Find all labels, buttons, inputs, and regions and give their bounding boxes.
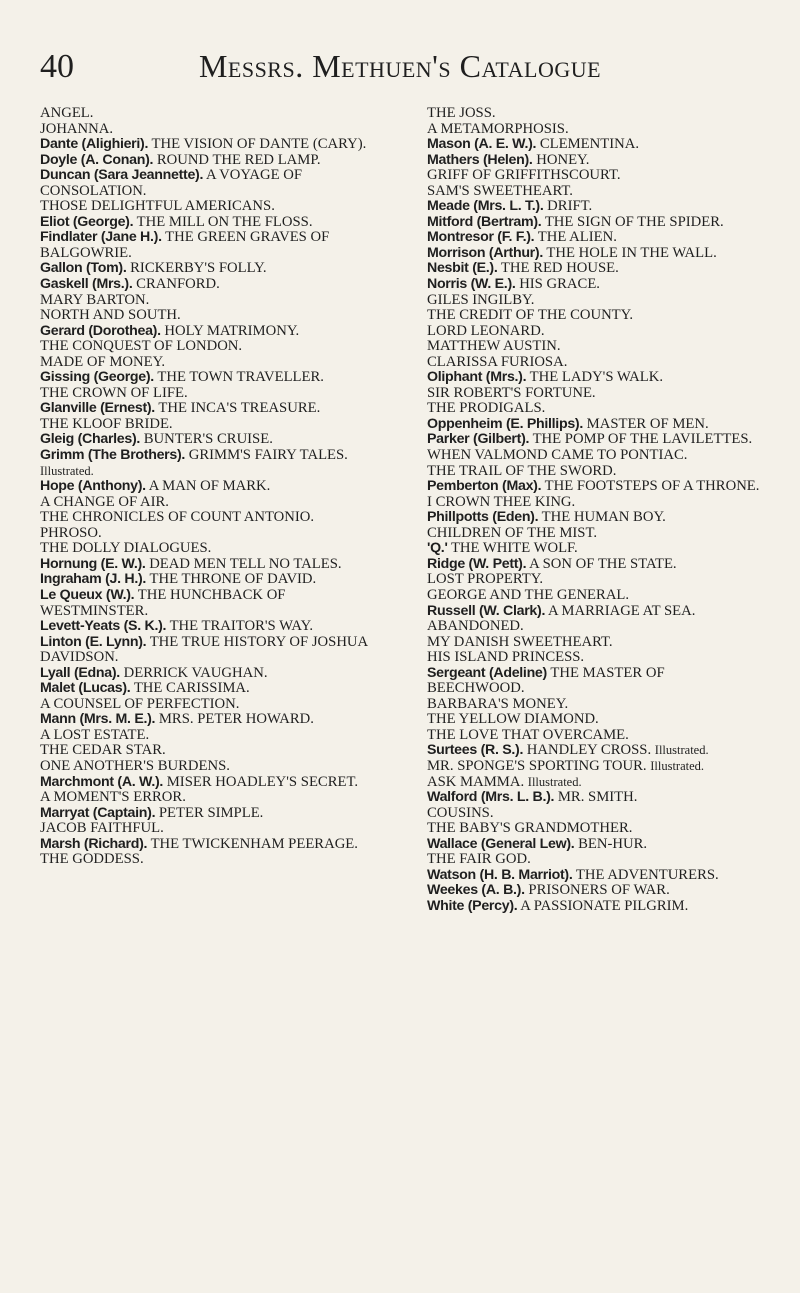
entry-title: THE JOSS.: [427, 105, 496, 121]
entry-title: THE HUMAN BOY.: [541, 509, 666, 526]
entry-title: ONE ANOTHER'S BURDENS.: [40, 757, 230, 774]
catalogue-entry: [40, 526, 376, 542]
catalogue-entry: [40, 261, 376, 277]
entry-author: Oliphant (Mrs.).: [427, 369, 527, 386]
entry-title: THE MASTER OF BEECHWOOD.: [427, 664, 665, 697]
entry-title: PRISONERS OF WAR.: [528, 882, 670, 899]
catalogue-entry: [427, 510, 763, 526]
entry-title: THE CEDAR STAR.: [40, 742, 166, 759]
catalogue-entry: [427, 635, 763, 651]
entry-author: Hornung (E. W.).: [40, 555, 146, 572]
catalogue-entry: [427, 448, 763, 464]
catalogue-entry: [40, 821, 376, 837]
entry-author: Marchmont (A. W.).: [40, 773, 164, 790]
entry-title: THE PRODIGALS.: [427, 400, 546, 417]
entry-title: THE HOLE IN THE WALL.: [546, 244, 717, 261]
entry-title: THE GODDESS.: [40, 851, 144, 868]
entry-title: THE LADY'S WALK.: [529, 369, 663, 386]
entry-title: THE POMP OF THE LAVILETTES.: [532, 431, 753, 448]
entry-title: THE ALIEN.: [537, 229, 617, 246]
entry-title: MARY BARTON.: [40, 291, 150, 308]
entry-title: THE SIGN OF THE SPIDER.: [544, 213, 724, 230]
entry-author: Gerard (Dorothea).: [40, 322, 161, 339]
catalogue-entry: [40, 355, 376, 371]
catalogue-entry: [427, 401, 763, 417]
catalogue-entry: [427, 883, 763, 899]
entry-title: A MAN OF MARK.: [148, 478, 271, 495]
entry-author: White (Percy).: [427, 897, 518, 914]
catalogue-entry: [427, 246, 763, 262]
entry-title: THE VISION OF DANTE (CARY).: [151, 136, 367, 153]
catalogue-entry: [427, 557, 763, 573]
entry-title: MADE OF MONEY.: [40, 353, 165, 370]
catalogue-entry: [40, 308, 376, 324]
catalogue-entry: [427, 308, 763, 324]
entry-title: THE HUNCHBACK OF WESTMINSTER.: [40, 586, 286, 619]
entry-title: THE TWICKENHAM PEERAGE.: [150, 835, 358, 852]
catalogue-entry: [40, 728, 376, 744]
catalogue-entry: [427, 650, 763, 666]
entry-title: MR. SPONGE'S SPORTING TOUR.: [427, 757, 647, 774]
entry-title: ROUND THE RED LAMP.: [156, 151, 321, 168]
entry-title: WHEN VALMOND CAME TO PONTIAC.: [427, 447, 688, 464]
catalogue-entry: [40, 666, 376, 682]
entry-author: Gissing (George).: [40, 369, 154, 386]
entry-note: Illustrated.: [654, 743, 709, 758]
entry-title: MR. SMITH.: [557, 789, 638, 806]
catalogue-entry: [40, 386, 376, 402]
entry-title: THE TOWN TRAVELLER.: [157, 369, 324, 386]
catalogue-entry: [40, 775, 376, 791]
entry-title: THE DOLLY DIALOGUES.: [40, 540, 212, 557]
catalogue-entry: [427, 370, 763, 386]
entry-author: Lyall (Edna).: [40, 664, 120, 681]
catalogue-entry: [40, 743, 376, 759]
entry-author: Levett-Yeats (S. K.).: [40, 618, 167, 635]
catalogue-entry: [427, 759, 763, 775]
entry-title: BUNTER'S CRUISE.: [143, 431, 273, 448]
entry-title: THE CONQUEST OF LONDON.: [40, 338, 243, 355]
entry-title: MASTER OF MEN.: [586, 415, 709, 432]
entry-title: THE CHRONICLES OF COUNT ANTONIO.: [40, 509, 315, 526]
catalogue-entry: [427, 821, 763, 837]
entry-title: A LOST ESTATE.: [40, 726, 150, 743]
catalogue-entry: [40, 417, 376, 433]
entry-author: Meade (Mrs. L. T.).: [427, 198, 544, 215]
catalogue-entry: [40, 293, 376, 309]
catalogue-entry: [427, 837, 763, 853]
entry-title: CRANFORD.: [136, 276, 220, 293]
entry-note: Illustrated.: [650, 758, 705, 773]
catalogue-entry: [40, 588, 376, 619]
entry-title: A MARRIAGE AT SEA.: [547, 602, 696, 619]
catalogue-entry: [427, 168, 763, 184]
catalogue-entry: [40, 852, 376, 868]
catalogue-entry: [427, 199, 763, 215]
entry-title: THE FAIR GOD.: [427, 851, 531, 868]
catalogue-entry: [427, 122, 763, 138]
entry-author: Nesbit (E.).: [427, 260, 498, 277]
entry-title: THE WHITE WOLF.: [450, 540, 578, 557]
catalogue-entry: [427, 852, 763, 868]
entry-title: HIS GRACE.: [519, 276, 600, 293]
entry-title: DEAD MEN TELL NO TALES.: [149, 555, 342, 572]
entry-title: THE TRAITOR'S WAY.: [169, 618, 314, 635]
catalogue-entry: [40, 697, 376, 713]
entry-author: Linton (E. Lynn).: [40, 633, 147, 650]
entry-title: CLEMENTINA.: [539, 136, 640, 153]
entry-title: DERRICK VAUGHAN.: [123, 664, 268, 681]
entry-title: LORD LEONARD.: [427, 322, 545, 339]
catalogue-entry: [40, 790, 376, 806]
entry-title: GRIMM'S FAIRY TALES.: [188, 447, 348, 464]
catalogue-entry: [427, 137, 763, 153]
catalogue-entry: [427, 417, 763, 433]
entry-author: Mitford (Bertram).: [427, 213, 542, 230]
entry-title: HANDLEY CROSS.: [526, 742, 652, 759]
catalogue-entry: [427, 712, 763, 728]
catalogue-entry: [427, 432, 763, 448]
entry-title: HOLY MATRIMONY.: [164, 322, 300, 339]
catalogue-entry: [427, 868, 763, 884]
catalogue-entry: [40, 106, 376, 122]
entry-author: Findlater (Jane H.).: [40, 229, 162, 246]
catalogue-entry: [40, 168, 376, 199]
catalogue-entry: [40, 215, 376, 231]
entry-title: LOST PROPERTY.: [427, 571, 544, 588]
entry-title: JOHANNA.: [40, 120, 114, 137]
entry-title: BARBARA'S MONEY.: [427, 695, 569, 712]
catalogue-entry: [40, 401, 376, 417]
entry-title: THE KLOOF BRIDE.: [40, 415, 173, 432]
entry-title: MISER HOADLEY'S SECRET.: [166, 773, 359, 790]
entry-author: Marryat (Captain).: [40, 804, 156, 821]
entry-author: Pemberton (Max).: [427, 478, 542, 495]
catalogue-entry: [40, 837, 376, 853]
entry-title: THE YELLOW DIAMOND.: [427, 711, 599, 728]
entry-title: THE FOOTSTEPS OF A THRONE.: [544, 478, 760, 495]
catalogue-entry: [40, 759, 376, 775]
entry-author: Wallace (General Lew).: [427, 835, 575, 852]
catalogue-entry: [427, 806, 763, 822]
catalogue-entry: [427, 230, 763, 246]
entry-title: MATTHEW AUSTIN.: [427, 338, 561, 355]
entry-author: Duncan (Sara Jeannette).: [40, 167, 204, 184]
entry-author: Hope (Anthony).: [40, 478, 146, 495]
entry-author: Norris (W. E.).: [427, 276, 516, 293]
entry-title: THE ADVENTURERS.: [575, 866, 719, 883]
catalogue-entry: [427, 666, 763, 697]
catalogue-entry: [40, 681, 376, 697]
entry-author: Gallon (Tom).: [40, 260, 127, 277]
entry-title: THE CROWN OF LIFE.: [40, 384, 188, 401]
catalogue-entry: [40, 635, 376, 666]
entry-author: Russell (W. Clark).: [427, 602, 546, 619]
page-number: 40: [40, 48, 74, 85]
catalogue-entry: [40, 153, 376, 169]
entry-title: BEN-HUR.: [578, 835, 648, 852]
catalogue-entry: [40, 137, 376, 153]
catalogue-entry: [40, 495, 376, 511]
entry-author: Dante (Alighieri).: [40, 136, 149, 153]
entry-title: THE THRONE OF DAVID.: [149, 571, 317, 588]
entry-title: THOSE DELIGHTFUL AMERICANS.: [40, 198, 275, 215]
entry-title: HONEY.: [536, 151, 590, 168]
catalogue-entry: [40, 230, 376, 261]
entry-author: Weekes (A. B.).: [427, 882, 525, 899]
entry-title: THE CARISSIMA.: [133, 680, 250, 697]
entry-title: COUSINS.: [427, 804, 494, 821]
entry-title: CLARISSA FURIOSA.: [427, 353, 568, 370]
catalogue-entry: [427, 106, 763, 122]
entry-title: MY DANISH SWEETHEART.: [427, 633, 613, 650]
entry-author: Mason (A. E. W.).: [427, 136, 537, 153]
catalogue-column-left: [40, 106, 376, 868]
entry-author: Walford (Mrs. L. B.).: [427, 789, 555, 806]
entry-title: PHROSO.: [40, 524, 102, 541]
catalogue-entry: [427, 184, 763, 200]
entry-author: Parker (Gilbert).: [427, 431, 530, 448]
catalogue-entry: [40, 557, 376, 573]
entry-author: Ingraham (J. H.).: [40, 571, 147, 588]
catalogue-entry: [427, 495, 763, 511]
catalogue-entry: [427, 464, 763, 480]
entry-title: A VOYAGE OF CONSOLATION.: [40, 167, 303, 199]
catalogue-entry: [40, 432, 376, 448]
catalogue-entry: [427, 293, 763, 309]
entry-author: Gaskell (Mrs.).: [40, 276, 133, 293]
entry-title: I CROWN THEE KING.: [427, 493, 576, 510]
entry-title: NORTH AND SOUTH.: [40, 307, 181, 324]
entry-note: Illustrated.: [527, 774, 582, 789]
entry-author: Morrison (Arthur).: [427, 244, 543, 261]
entry-title: THE RED HOUSE.: [500, 260, 619, 277]
catalogue-entry: [40, 122, 376, 138]
catalogue-entry: [40, 712, 376, 728]
catalogue-entry: [427, 697, 763, 713]
entry-author: Grimm (The Brothers).: [40, 447, 186, 464]
entry-author: Doyle (A. Conan).: [40, 151, 154, 168]
entry-title: JACOB FAITHFUL.: [40, 820, 164, 837]
catalogue-entry: [40, 619, 376, 635]
entry-author: 'Q.': [427, 540, 448, 557]
catalogue-entry: [427, 728, 763, 744]
entry-title: THE MILL ON THE FLOSS.: [136, 213, 313, 230]
catalogue-entry: [40, 339, 376, 355]
entry-title: THE CREDIT OF THE COUNTY.: [427, 307, 634, 324]
entry-author: Sergeant (Adeline): [427, 664, 547, 681]
entry-title: THE INCA'S TREASURE.: [158, 400, 321, 417]
entry-author: Mathers (Helen).: [427, 151, 533, 168]
entry-author: Ridge (W. Pett).: [427, 555, 527, 572]
catalogue-entry: [427, 215, 763, 231]
entry-title: A CHANGE OF AIR.: [40, 493, 169, 510]
catalogue-entry: [427, 324, 763, 340]
catalogue-entry: [40, 448, 376, 479]
catalogue-column-right: [427, 106, 763, 914]
entry-note: Illustrated.: [40, 463, 94, 478]
entry-title: GEORGE AND THE GENERAL.: [427, 586, 630, 603]
catalogue-entry: [427, 526, 763, 542]
entry-author: Mann (Mrs. M. E.).: [40, 711, 156, 728]
entry-author: Oppenheim (E. Phillips).: [427, 415, 583, 432]
catalogue-entry: [427, 153, 763, 169]
entry-title: ANGEL.: [40, 105, 94, 121]
entry-title: A METAMORPHOSIS.: [427, 120, 569, 137]
catalogue-entry: [427, 775, 763, 791]
entry-title: THE GREEN GRAVES OF BALGOWRIE.: [40, 229, 330, 261]
entry-author: Marsh (Richard).: [40, 835, 148, 852]
entry-author: Phillpotts (Eden).: [427, 509, 539, 526]
entry-author: Malet (Lucas).: [40, 680, 131, 697]
entry-title: A COUNSEL OF PERFECTION.: [40, 695, 240, 712]
entry-title: SAM'S SWEETHEART.: [427, 182, 573, 199]
entry-author: Montresor (F. F.).: [427, 229, 535, 246]
catalogue-entry: [427, 899, 763, 915]
catalogue-entry: [427, 541, 763, 557]
entry-title: A SON OF THE STATE.: [529, 555, 677, 572]
catalogue-entry: [40, 541, 376, 557]
entry-title: HIS ISLAND PRINCESS.: [427, 649, 585, 666]
catalogue-entry: [427, 339, 763, 355]
entry-title: THE TRUE HISTORY OF JOSHUA DAVIDSON.: [40, 633, 368, 666]
catalogue-entry: [40, 479, 376, 495]
catalogue-entry: [40, 324, 376, 340]
catalogue-entry: [40, 277, 376, 293]
catalogue-entry: [40, 572, 376, 588]
catalogue-entry: [427, 604, 763, 620]
catalogue-entry: [40, 199, 376, 215]
entry-title: SIR ROBERT'S FORTUNE.: [427, 384, 596, 401]
entry-title: ABANDONED.: [427, 618, 524, 635]
catalogue-entry: [40, 806, 376, 822]
entry-title: A PASSIONATE PILGRIM.: [520, 897, 689, 914]
entry-title: ASK MAMMA.: [427, 773, 525, 790]
entry-author: Eliot (George).: [40, 213, 134, 230]
catalogue-entry: [427, 572, 763, 588]
entry-title: THE BABY'S GRANDMOTHER.: [427, 820, 633, 837]
entry-author: Gleig (Charles).: [40, 431, 141, 448]
entry-author: Watson (H. B. Marriot).: [427, 866, 573, 883]
entry-author: Glanville (Ernest).: [40, 400, 155, 417]
entry-title: GILES INGILBY.: [427, 291, 535, 308]
catalogue-entry: [427, 386, 763, 402]
entry-title: GRIFF OF GRIFFITHSCOURT.: [427, 167, 621, 184]
entry-title: THE LOVE THAT OVERCAME.: [427, 726, 629, 743]
entry-author: Le Queux (W.).: [40, 586, 135, 603]
catalogue-entry: [427, 588, 763, 604]
entry-title: THE TRAIL OF THE SWORD.: [427, 462, 617, 479]
catalogue-entry: [427, 277, 763, 293]
catalogue-entry: [427, 261, 763, 277]
entry-title: A MOMENT'S ERROR.: [40, 789, 186, 806]
catalogue-entry: [427, 619, 763, 635]
catalogue-entry: [427, 743, 763, 759]
entry-title: DRIFT.: [547, 198, 593, 215]
catalogue-entry: [427, 479, 763, 495]
entry-title: CHILDREN OF THE MIST.: [427, 524, 597, 541]
catalogue-entry: [427, 355, 763, 371]
catalogue-entry: [40, 510, 376, 526]
entry-title: MRS. PETER HOWARD.: [158, 711, 314, 728]
catalogue-entry: [40, 370, 376, 386]
entry-author: Surtees (R. S.).: [427, 742, 524, 759]
running-head: Messrs. Methuen's Catalogue: [198, 48, 602, 84]
entry-title: PETER SIMPLE.: [158, 804, 264, 821]
entry-title: RICKERBY'S FOLLY.: [130, 260, 267, 277]
catalogue-entry: [427, 790, 763, 806]
